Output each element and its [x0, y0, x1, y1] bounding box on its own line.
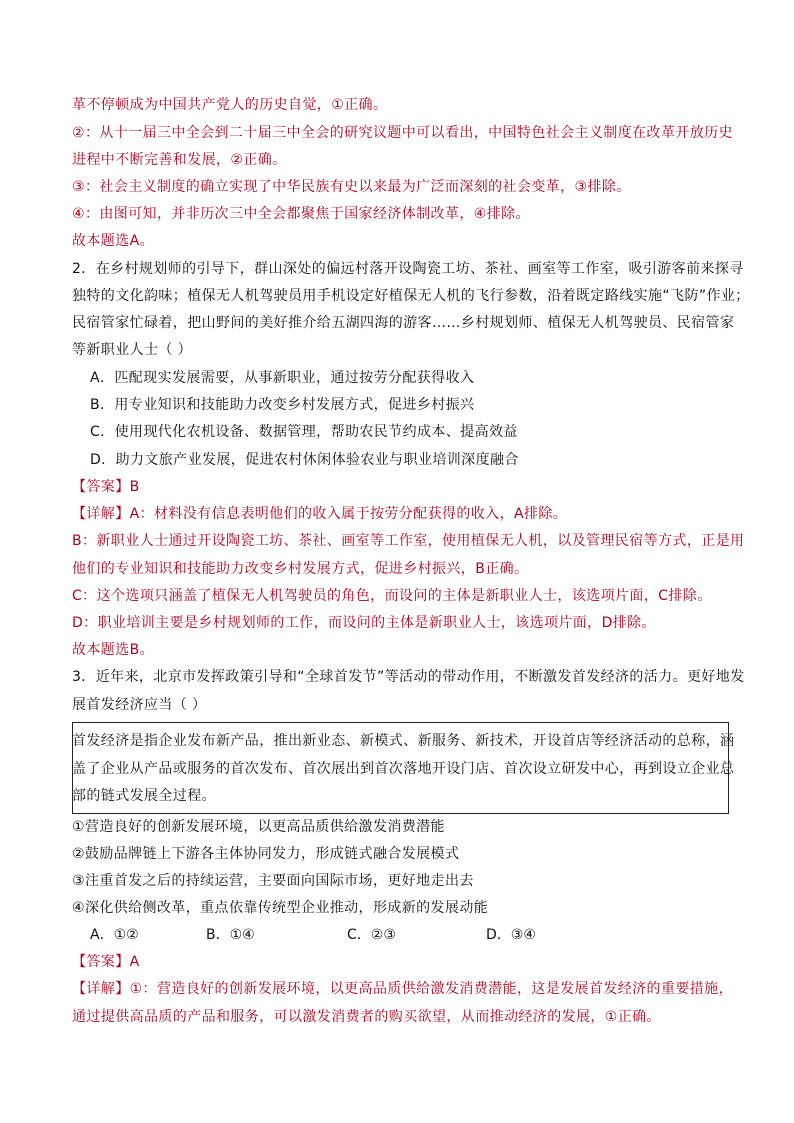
detail-line: 【详解】①：营造良好的创新发展环境，以更高品质供给激发消费潜能，这是发展首发经济的重要措施，: [72, 981, 733, 997]
question-stem: 3．近年来，北京市发挥政策引导和“全球首发节”等活动的带动作用，不断激发首发经济的活力。更好地发: [72, 669, 745, 685]
detail-line: B：新职业人士通过开设陶瓷工坊、茶社、画室等工作室，使用植保无人机，以及管理民宿等方式，正是用: [72, 533, 745, 549]
question-stem: 独特的文化韵味；植保无人机驾驶员用手机设定好植保无人机的飞行参数，沿着既定路线实施“飞防”作业；: [72, 288, 750, 304]
choice-d: D．③④: [486, 927, 536, 943]
detail-line: 他们的专业知识和技能助力改变乡村发展方式，促进乡村振兴，B正确。: [72, 561, 529, 577]
choice-b: B．①④: [206, 927, 255, 943]
material-text: 盖了企业从产品或服务的首次发布、首次展出到首次落地开设门店、首次设立研发中心，再到设立企业总: [72, 761, 735, 777]
answer-label: 【答案】A: [72, 954, 140, 970]
option-b: B．用专业知识和技能助力改变乡村发展方式，促进乡村振兴: [90, 397, 475, 413]
choice-c: C．②③: [347, 927, 396, 943]
explanation-line: ②：从十一届三中全会到二十届三中全会的研究议题中可以看出，中国特色社会主义制度在改革开放历史: [72, 125, 733, 141]
answer-label: 【答案】B: [72, 479, 140, 495]
option-a: A．匹配现实发展需要，从事新职业，通过按劳分配获得收入: [90, 370, 475, 386]
detail-line: 【详解】A：材料没有信息表明他们的收入属于按劳分配获得的收入，A排除。: [72, 506, 568, 522]
explanation-line: ③：社会主义制度的确立实现了中华民族有史以来最为广泛而深刻的社会变革，③排除。: [72, 179, 631, 195]
detail-line: D：职业培训主要是乡村规划师的工作，而设问的主体是新职业人士，该选项片面，D排除。: [72, 615, 656, 631]
question-stem: 等新职业人士（ ）: [72, 342, 193, 358]
explanation-line: ④：由图可知，并非历次三中全会都聚焦于国家经济体制改革，④排除。: [72, 206, 530, 222]
option-c: C．使用现代化农机设备、数据管理，帮助农民节约成本、提高效益: [90, 424, 518, 440]
statement-item: ④深化供给侧改革，重点依靠传统型企业推动，形成新的发展动能: [72, 900, 489, 916]
statement-item: ③注重首发之后的持续运营，主要面向国际市场，更好地走出去: [72, 873, 474, 889]
material-text: 首发经济是指企业发布新产品，推出新业态、新模式、新服务、新技术，开设首店等经济活动的总称，涵: [72, 733, 735, 749]
question-stem: 2．在乡村规划师的引导下，群山深处的偏远村落开设陶瓷工坊、茶社、画室等工作室，吸引游客前来探寻: [72, 261, 744, 277]
conclusion-line: 故本题选A。: [72, 233, 154, 249]
option-d: D．助力文旅产业发展，促进农村休闲体验农业与职业培训深度融合: [90, 452, 519, 468]
detail-line: C：这个选项只涵盖了植保无人机驾驶员的角色，而设问的主体是新职业人士，该选项片面，C排除。: [72, 588, 712, 604]
question-stem: 展首发经济应当（ ）: [72, 697, 207, 713]
material-text: 部的链式发展全过程。: [72, 788, 216, 804]
detail-line: 通过提供高品质的产品和服务，可以激发消费者的购买欲望，从而推动经济的发展，①正确。: [72, 1009, 661, 1025]
question-stem: 民宿管家忙碌着，把山野间的美好推介给五湖四海的游客……乡村规划师、植保无人机驾驶员、民宿管家: [72, 315, 735, 331]
conclusion-line: 故本题选B。: [72, 642, 155, 658]
explanation-line: 进程中不断完善和发展，②正确。: [72, 152, 287, 168]
choice-a: A．①②: [90, 927, 139, 943]
statement-item: ①营造良好的创新发展环境，以更高品质供给激发消费潜能: [72, 819, 445, 835]
statement-item: ②鼓励品牌链上下游各主体协同发力，形成链式融合发展模式: [72, 846, 460, 862]
explanation-line: 革不停顿成为中国共产党人的历史自觉，①正确。: [72, 97, 388, 113]
